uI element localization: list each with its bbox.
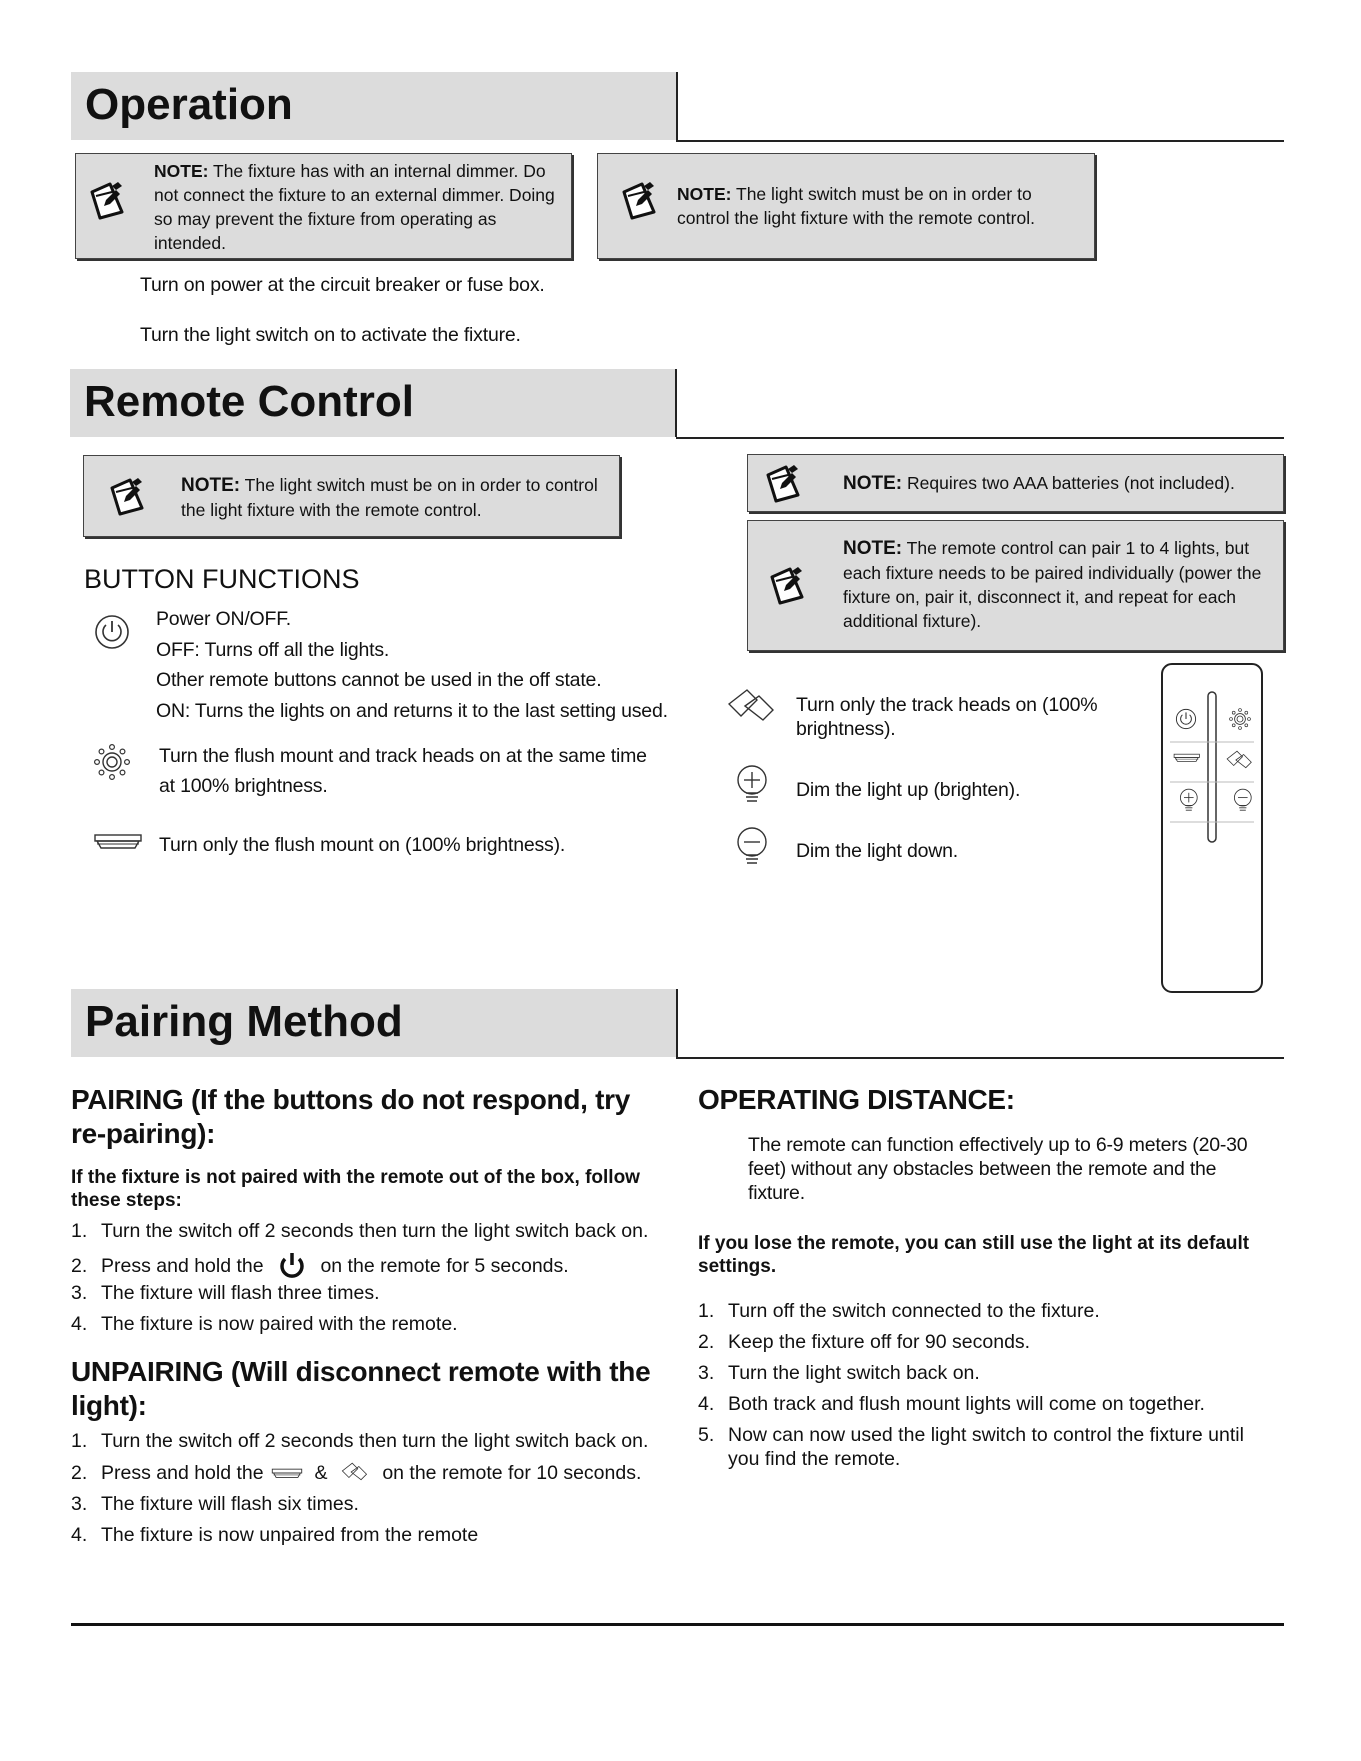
distance-line: feet) without any obstacles between the remote and the [748, 1158, 1217, 1180]
all-on-line: Turn the flush mount and track heads on at the same time [159, 745, 647, 767]
step-number: 3. [71, 1282, 88, 1304]
track-only-description [796, 693, 1097, 741]
step-number: 4. [698, 1393, 715, 1415]
step-text: & [314, 1462, 328, 1484]
step-number: 4. [71, 1524, 88, 1546]
operation-header [71, 72, 678, 140]
step-text: on the remote for 5 seconds. [320, 1255, 569, 1277]
step-text: Press and hold the [101, 1255, 264, 1277]
unpairing-step [71, 1429, 648, 1453]
flush-only-description: Turn only the flush mount on (100% brightness). [159, 834, 566, 856]
step-text: Turn off the switch connected to the fixture. [728, 1300, 1100, 1322]
power-icon [277, 1250, 307, 1280]
unpairing-step [71, 1492, 359, 1516]
note-text: The remote control can pair 1 to 4 lights, but each fixture needs to be paired individually (power the fixture on, pair it, disconnect it, and repeat for each additional fixture). [843, 538, 1262, 631]
dim-up-description: Dim the light up (brighten). [796, 779, 1021, 801]
distance-heading: OPERATING DISTANCE: [698, 1084, 1015, 1115]
track-head-icon [727, 686, 777, 726]
pairing-rule [676, 1057, 1284, 1059]
flush-mount-icon [271, 1465, 303, 1481]
unpairing-heading-line: light): [71, 1390, 147, 1421]
step-number: 4. [71, 1313, 88, 1335]
lost-step [698, 1299, 1100, 1323]
distance-text [748, 1133, 1247, 1205]
all-on-line: at 100% brightness. [159, 775, 328, 797]
operation-note-2 [597, 153, 1095, 259]
sun-icon [92, 742, 132, 782]
pairing-step [71, 1250, 569, 1280]
step-text: The fixture is now paired with the remote. [101, 1313, 458, 1335]
note-label: NOTE: [843, 473, 903, 494]
pairing-subheading-line: these steps: [71, 1190, 182, 1211]
step-text: Press and hold the [101, 1462, 264, 1484]
lost-remote-heading [698, 1232, 1249, 1278]
note-text: The fixture has with an internal dimmer. Do not connect the fixture to an external dimmer. Doing so may prevent the fixture from operating as intended. [154, 161, 555, 253]
step-number: 2. [71, 1255, 88, 1277]
remote-header [70, 369, 677, 437]
step-number: 2. [71, 1462, 88, 1484]
step-number: 1. [71, 1220, 88, 1242]
note-pencil-icon [618, 178, 658, 222]
pairing-heading [71, 1083, 630, 1151]
lost-step [698, 1392, 1205, 1416]
step-text: Now can now used the light switch to control the fixture until [728, 1424, 1244, 1446]
pairing-title: Pairing Method [85, 997, 403, 1046]
step-text: Turn the switch off 2 seconds then turn the light switch back on. [101, 1430, 649, 1452]
unpairing-step [71, 1461, 641, 1485]
note-label: NOTE: [677, 184, 732, 204]
dim-down-description: Dim the light down. [796, 840, 959, 862]
step-text: The fixture will flash six times. [101, 1493, 359, 1515]
track-head-icon [341, 1461, 369, 1483]
step-number: 5. [698, 1424, 715, 1446]
unpairing-heading [71, 1355, 650, 1423]
power-line: Other remote buttons cannot be used in the off state. [156, 669, 602, 691]
operation-note-1 [75, 153, 572, 259]
remote-title: Remote Control [84, 377, 414, 426]
operation-step-2: Turn the light switch on to activate the fixture. [140, 324, 521, 346]
unpairing-step [71, 1523, 478, 1547]
pairing-header [71, 989, 678, 1057]
power-description [156, 604, 668, 726]
step-text: you find the remote. [728, 1448, 901, 1470]
track-only-line: Turn only the track heads on (100% [796, 694, 1098, 716]
lost-heading-line: If you lose the remote, you can still use the light at its default [698, 1233, 1250, 1254]
step-text: Keep the fixture off for 90 seconds. [728, 1331, 1031, 1353]
distance-line: fixture. [748, 1182, 805, 1204]
note-text: Requires two AAA batteries (not included). [906, 473, 1235, 493]
step-number: 1. [71, 1430, 88, 1452]
note-pencil-icon [86, 178, 126, 222]
note-pencil-icon [106, 474, 146, 518]
remote-note-1 [83, 455, 620, 537]
note-text: The light switch must be on in order to control the light fixture with the remote control. [181, 475, 598, 520]
note-label: NOTE: [154, 161, 209, 181]
step-text: Turn the light switch back on. [728, 1362, 980, 1384]
unpairing-heading-line: UNPAIRING (Will disconnect remote with the [71, 1356, 651, 1387]
lost-step [698, 1330, 1030, 1354]
distance-line: The remote can function effectively up to 6-9 meters (20-30 [748, 1134, 1248, 1156]
track-only-line: brightness). [796, 718, 896, 740]
lost-step [698, 1423, 1244, 1471]
operation-rule [676, 140, 1284, 142]
step-text: The fixture will flash three times. [101, 1282, 380, 1304]
dim-down-icon [734, 826, 770, 866]
flush-mount-icon [93, 831, 143, 851]
operation-title: Operation [85, 80, 293, 129]
dim-up-icon [734, 764, 770, 804]
operation-step-1: Turn on power at the circuit breaker or fuse box. [140, 274, 545, 296]
remote-note-2 [747, 454, 1284, 512]
pairing-subheading [71, 1166, 640, 1212]
note-text: The light switch must be on in order to control the light fixture with the remote control. [677, 184, 1035, 228]
remote-note-3 [747, 520, 1284, 651]
pairing-subheading-line: If the fixture is not paired with the remote out of the box, follow [71, 1167, 640, 1188]
step-number: 3. [71, 1493, 88, 1515]
pairing-heading-line: re-pairing): [71, 1118, 216, 1149]
pairing-step [71, 1312, 458, 1336]
remote-control-illustration [1160, 662, 1264, 994]
power-line: ON: Turns the lights on and returns it to the last setting used. [156, 699, 668, 722]
step-number: 2. [698, 1331, 715, 1353]
step-text: Turn the switch off 2 seconds then turn the light switch back on. [101, 1220, 649, 1242]
step-text: on the remote for 10 seconds. [382, 1462, 642, 1484]
power-line: Power ON/OFF. [156, 608, 292, 630]
note-label: NOTE: [181, 475, 241, 496]
lost-heading-line: settings. [698, 1256, 777, 1277]
pairing-heading-line: PAIRING (If the buttons do not respond, try [71, 1084, 630, 1115]
step-number: 3. [698, 1362, 715, 1384]
step-text: The fixture is now unpaired from the remote [101, 1524, 479, 1546]
lost-step [698, 1361, 980, 1385]
bottom-rule [71, 1623, 1284, 1626]
remote-rule [676, 437, 1284, 439]
step-number: 1. [698, 1300, 715, 1322]
pairing-step [71, 1219, 648, 1243]
step-text: Both track and flush mount lights will come on together. [728, 1393, 1205, 1415]
button-functions-heading: BUTTON FUNCTIONS [84, 564, 360, 594]
pairing-step [71, 1281, 380, 1305]
power-icon [92, 612, 132, 652]
power-line: OFF: Turns off all the lights. [156, 638, 390, 661]
note-pencil-icon [766, 563, 806, 607]
note-label: NOTE: [843, 538, 903, 559]
note-pencil-icon [762, 461, 802, 505]
all-on-description [159, 741, 647, 801]
